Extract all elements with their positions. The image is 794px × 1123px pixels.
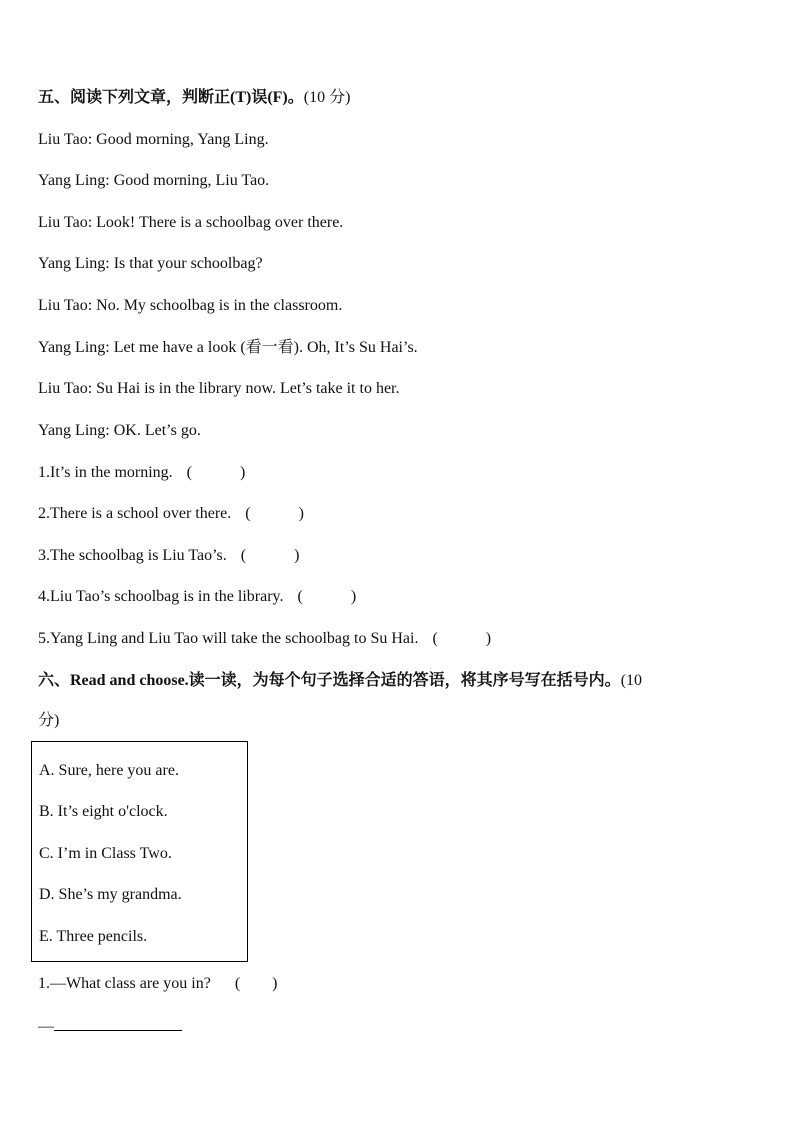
statement-5 [38,629,491,649]
dialogue-line: Liu Tao: Su Hai is in the library now. Let’s take it to her. [38,380,400,397]
statement-text: 3.The schoolbag is Liu Tao’s. [38,547,227,564]
statement-4 [38,587,356,607]
section-6-title-text: 六、Read and choose.读一读，为每个句子选择合适的答语，将其序号写在括号内。 [38,672,621,689]
dialogue-line: Liu Tao: Look! There is a schoolbag over there. [38,214,344,231]
section-6-score-cont: 分) [38,712,60,729]
dialogue-line: Liu Tao: No. My schoolbag is in the classroom. [38,297,343,314]
section-5-score: (10 分) [303,89,351,106]
answer-parenthesis[interactable]: ( ) [186,464,246,481]
statement-3 [38,546,299,566]
section-5-title-text: 五、阅读下列文章，判断正(T)误(F)。 [38,89,304,106]
answer-parenthesis[interactable]: ( ) [297,588,357,605]
options-box [31,741,248,962]
answer-dash: — [38,1018,54,1035]
statement-2 [38,504,304,524]
answer-parenthesis[interactable]: ( ) [432,630,492,647]
section-6-score: (10 [620,672,643,689]
dialogue-line: Yang Ling: Is that your schoolbag? [38,255,263,272]
answer-blank[interactable] [54,1016,182,1031]
question-text: 1.—What class are you in? [38,975,211,992]
option-a: A. Sure, here you are. [39,762,179,779]
statement-text: 1.It’s in the morning. [38,464,173,481]
option-d: D. She’s my grandma. [39,886,182,903]
answer-parenthesis[interactable]: ( ) [245,505,304,522]
answer-parenthesis[interactable]: ( ) [234,975,278,992]
dialogue-line: Liu Tao: Good morning, Yang Ling. [38,131,269,148]
statement-text: 4.Liu Tao’s schoolbag is in the library. [38,588,284,605]
section-6-title [38,671,642,691]
option-e: E. Three pencils. [39,928,148,945]
option-b: B. It’s eight o'clock. [39,803,168,820]
question-1 [38,974,278,994]
section-5-title [38,88,350,108]
statement-text: 5.Yang Ling and Liu Tao will take the schoolbag to Su Hai. [38,630,419,647]
dialogue-line: Yang Ling: Good morning, Liu Tao. [38,172,270,189]
answer-line [38,1016,182,1037]
dialogue-line: Yang Ling: OK. Let’s go. [38,422,201,439]
statement-text: 2.There is a school over there. [38,505,232,522]
option-c: C. I’m in Class Two. [39,845,172,862]
dialogue-line: Yang Ling: Let me have a look (看一看). Oh, It’s Su Hai’s. [38,339,418,356]
answer-parenthesis[interactable]: ( ) [240,547,300,564]
statement-1 [38,463,245,483]
